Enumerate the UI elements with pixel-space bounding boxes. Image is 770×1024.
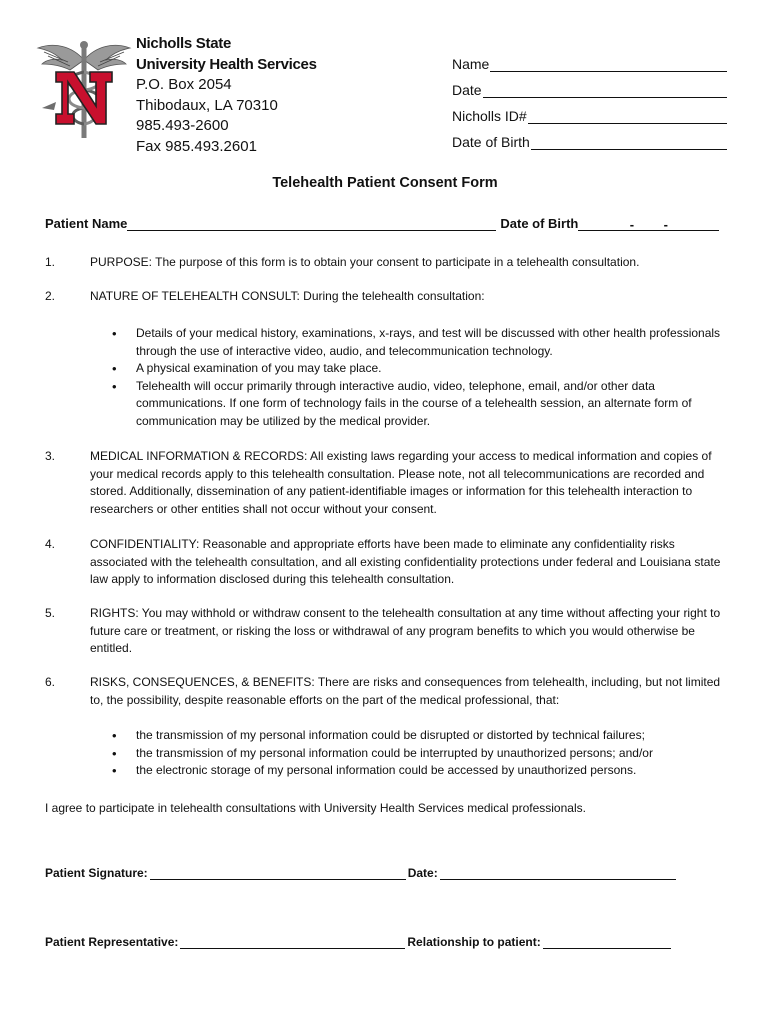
section-text: PURPOSE: The purpose of this form is to obtain your consent to participate in a telehealth consultation.	[90, 255, 640, 269]
org-name-line1: Nicholls State	[136, 35, 231, 52]
patient-signature-row	[45, 866, 678, 880]
section-number: 1.	[45, 255, 56, 269]
list-item: • the transmission of my personal information could be interrupted by unauthorized persons; and/or	[112, 745, 728, 763]
patient-signature-blank-line[interactable]	[150, 867, 406, 880]
representative-label: Patient Representative:	[45, 935, 179, 949]
relationship-label: Relationship to patient:	[407, 935, 541, 949]
dob-separator-2: -	[663, 217, 668, 232]
nicholls-id-blank-line[interactable]	[528, 110, 727, 124]
address-line2: Thibodaux, LA 70310	[136, 96, 278, 114]
list-item: • the transmission of my personal information could be disrupted or distorted by technical failures;	[112, 727, 728, 745]
form-title: Telehealth Patient Consent Form	[272, 175, 498, 191]
section-number: 4.	[45, 537, 56, 551]
section-confidentiality	[45, 536, 735, 589]
phone-number: 985.493-2600	[136, 117, 229, 134]
date-label: Date	[452, 82, 482, 98]
nicholls-id-label: Nicholls ID#	[452, 108, 527, 124]
section-number: 2.	[45, 289, 56, 303]
dob-field	[452, 124, 727, 150]
list-item: • the electronic storage of my personal information could be accessed by unauthorized persons.	[112, 762, 728, 780]
patient-representative-row	[45, 935, 673, 949]
patient-dob-label: Date of Birth	[500, 216, 579, 231]
section-nature	[45, 288, 735, 306]
section-text: CONFIDENTIALITY: Reasonable and appropriate efforts have been made to eliminate any confidentiality risks associated with the telehealth consultation, and all existing confidentiality protections under federal and Louisiana state law apply to information disclosed during this telehealth consultation.	[90, 537, 721, 587]
patient-name-blank-line[interactable]	[127, 217, 496, 231]
patient-dob-blank-line[interactable]	[578, 217, 719, 231]
section-text: NATURE OF TELEHEALTH CONSULT: During the telehealth consultation:	[90, 289, 485, 303]
name-field	[452, 46, 727, 72]
dob-label: Date of Birth	[452, 134, 530, 150]
list-item: • A physical examination of you may take place.	[112, 360, 728, 378]
section-text: RISKS, CONSEQUENCES, & BENEFITS: There are risks and consequences from telehealth, including, but not limited to, the possibility, despite reasonable efforts on the part of the medical professional, that:	[90, 675, 721, 707]
section-text: MEDICAL INFORMATION & RECORDS: All existing laws regarding your access to medical information and copies of your medical records apply to this telehealth consultation. Please note, not all telecommunications are recorded and stored. Additionally, dissemination of any patient-identifiable images or information for this telehealth interaction to researchers or other entities shall not occur without your consent.	[90, 449, 712, 516]
risk-bullet-list	[112, 727, 728, 780]
dob-separator-1: -	[629, 217, 635, 232]
section-medical-records	[45, 448, 735, 518]
name-blank-line[interactable]	[490, 58, 727, 72]
patient-name-label: Patient Name	[45, 216, 128, 231]
list-item: • Details of your medical history, examinations, x-rays, and test will be discussed with other health professionals through the use of interactive video, audio, and telecommunication technology.	[112, 325, 728, 360]
relationship-blank-line[interactable]	[543, 936, 671, 949]
nicholls-id-field	[452, 98, 727, 124]
fax-number: Fax 985.493.2601	[136, 137, 257, 155]
section-risks	[45, 674, 735, 709]
patient-id-block	[452, 46, 727, 150]
list-item: • Telehealth will occur primarily through interactive audio, video, telephone, email, and/or other data communications. If one form of technology fails in the course of a telehealth session, an alternate form of communication may be utilized by the medical provider.	[112, 378, 728, 431]
section-number: 6.	[45, 675, 56, 689]
signature-date-label: Date:	[407, 866, 438, 880]
organization-address-block	[136, 34, 317, 157]
section-purpose	[45, 254, 735, 272]
representative-blank-line[interactable]	[180, 936, 405, 949]
patient-signature-label: Patient Signature:	[45, 866, 148, 880]
name-label: Name	[452, 56, 490, 72]
signature-date-blank-line[interactable]	[440, 867, 676, 880]
section-number: 5.	[45, 606, 56, 620]
section-rights	[45, 605, 735, 658]
caduceus-logo-icon	[34, 38, 134, 142]
address-line1: P.O. Box 2054	[136, 76, 232, 93]
date-blank-line[interactable]	[483, 84, 727, 98]
nature-bullet-list	[112, 325, 728, 431]
section-text: RIGHTS: You may withhold or withdraw consent to the telehealth consultation at any time without affecting your right to future care or treatment, or risking the loss or withdrawal of any program benefits to which you would otherwise be entitled.	[90, 606, 721, 656]
dob-blank-line[interactable]	[531, 136, 727, 150]
agreement-statement: I agree to participate in telehealth consultations with University Health Services medical professionals.	[45, 801, 586, 815]
section-number: 3.	[45, 449, 56, 463]
patient-name-row	[45, 216, 726, 231]
org-name-line2: University Health Services	[136, 55, 317, 73]
date-field	[452, 72, 727, 98]
